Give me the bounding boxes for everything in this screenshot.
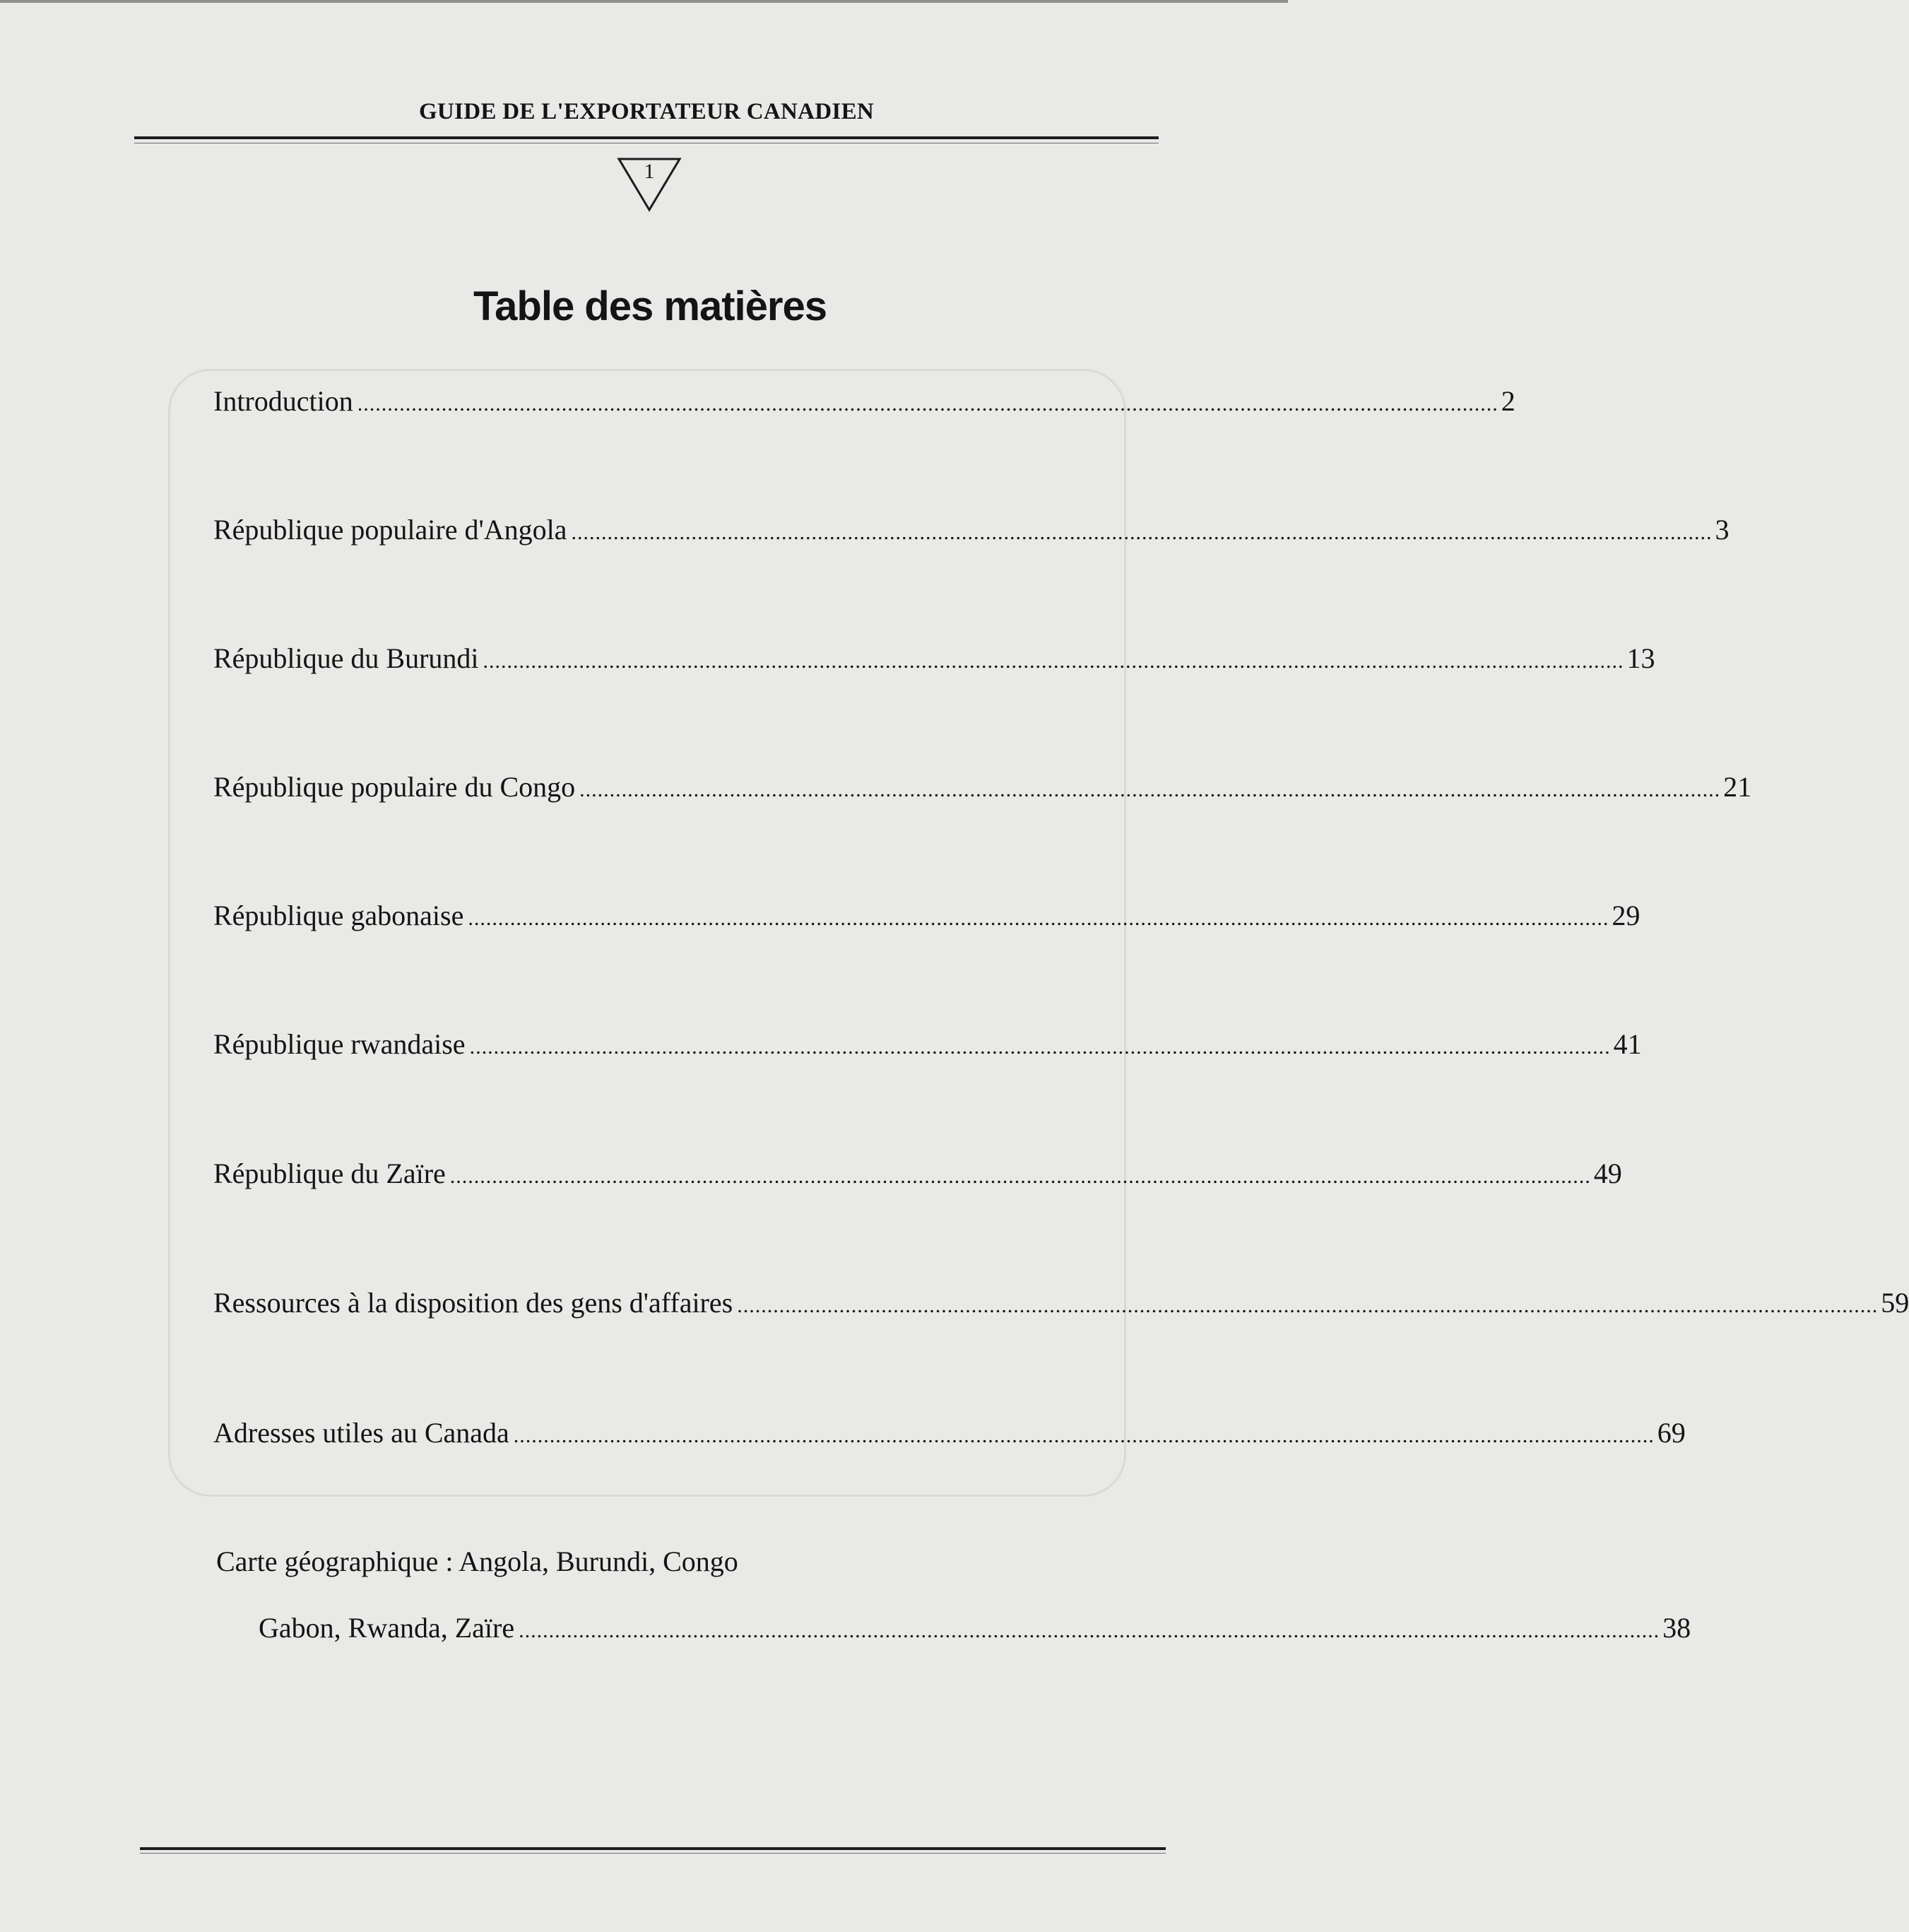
dot-leader: .............................................................................................................................................................................................. bbox=[579, 778, 1721, 801]
footer-rule bbox=[140, 1847, 1166, 1850]
toc-entry-page: 21 bbox=[1723, 771, 1752, 803]
toc-entry-page: 59 bbox=[1881, 1287, 1909, 1319]
toc-entry-label: République populaire du Congo bbox=[213, 771, 576, 803]
dot-leader: .............................................................................................................................................................................................. bbox=[571, 521, 1713, 544]
dot-leader: .............................................................................................................................................................................................. bbox=[513, 1424, 1655, 1447]
toc-entry bbox=[213, 1157, 1622, 1192]
toc-entry-page: 29 bbox=[1612, 900, 1641, 931]
dot-leader: .............................................................................................................................................................................................. bbox=[483, 649, 1624, 673]
dot-leader: .............................................................................................................................................................................................. bbox=[737, 1294, 1879, 1317]
toc-entry bbox=[213, 1416, 1686, 1451]
toc-entry-label: Adresses utiles au Canada bbox=[213, 1417, 509, 1449]
toc-entry-label: République populaire d'Angola bbox=[213, 514, 567, 546]
toc-entry bbox=[213, 899, 1641, 934]
page-edge bbox=[0, 0, 1288, 3]
toc-entry-page: 38 bbox=[1662, 1612, 1691, 1644]
toc-entry-label: Introduction bbox=[213, 385, 353, 417]
toc-entry-page: 2 bbox=[1501, 385, 1515, 417]
dot-leader: .............................................................................................................................................................................................. bbox=[357, 392, 1499, 416]
page-title: Table des matières bbox=[473, 283, 827, 329]
dot-leader: .............................................................................................................................................................................................. bbox=[468, 907, 1609, 930]
toc-entry-label: République gabonaise bbox=[213, 900, 464, 931]
map-entry-line1: Carte géographique : Angola, Burundi, Congo bbox=[216, 1545, 738, 1577]
toc-entry bbox=[213, 1027, 1642, 1063]
toc-entry-label: République du Burundi bbox=[213, 642, 479, 674]
toc-entry bbox=[213, 513, 1730, 548]
toc-entry-page: 41 bbox=[1613, 1028, 1642, 1060]
page-number: 1 bbox=[644, 160, 655, 183]
toc-entry bbox=[213, 642, 1655, 677]
running-header: GUIDE DE L'EXPORTATEUR CANADIEN bbox=[418, 99, 875, 124]
toc-entry-page: 13 bbox=[1626, 642, 1655, 674]
toc-entry-page: 49 bbox=[1593, 1158, 1622, 1189]
toc-entry bbox=[213, 384, 1515, 420]
toc-entry-page: 3 bbox=[1715, 514, 1730, 546]
toc-entry-label: République rwandaise bbox=[213, 1028, 466, 1060]
toc-entry bbox=[213, 770, 1752, 806]
dot-leader: .............................................................................................................................................................................................. bbox=[469, 1035, 1611, 1059]
toc-entry-label: Ressources à la disposition des gens d'affaires bbox=[213, 1287, 733, 1319]
dot-leader: .............................................................................................................................................................................................. bbox=[449, 1165, 1591, 1188]
toc-entry-map bbox=[259, 1611, 1691, 1647]
header-rule bbox=[134, 136, 1159, 139]
footer-rule-thin bbox=[140, 1853, 1166, 1854]
toc-entry bbox=[213, 1286, 1909, 1321]
toc-entry-label: République du Zaïre bbox=[213, 1158, 446, 1189]
toc-entry-page: 69 bbox=[1657, 1417, 1686, 1449]
map-entry-line2: Gabon, Rwanda, Zaïre bbox=[259, 1612, 515, 1644]
dot-leader: .............................................................................................................................................................................................. bbox=[519, 1619, 1660, 1642]
